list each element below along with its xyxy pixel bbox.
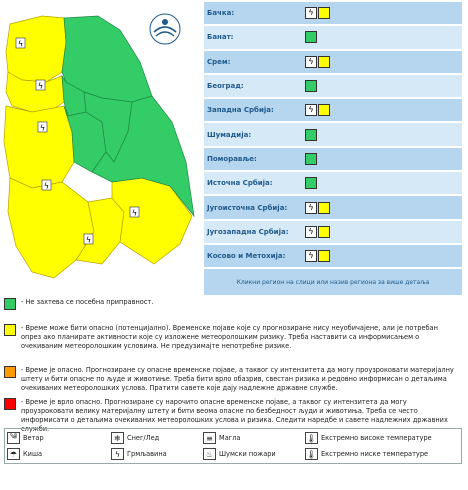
lightning-icon: ϟ (111, 448, 124, 460)
icon-legend-thunder (111, 448, 167, 460)
svg-text:ϟ: ϟ (39, 123, 46, 133)
warning-level-square (318, 202, 330, 214)
fog-icon: ≡ (203, 432, 216, 444)
region-status-cell (305, 153, 317, 165)
icon-legend-label: Магла (219, 434, 241, 442)
map-region-jugozapadna[interactable] (8, 178, 94, 278)
green-level-square (4, 298, 16, 310)
legend-red-text: - Време је врло опасно. Прогнозиране су нарочито опасне временске појаве, а таквог су интензитета да могу проузроковати велику материјалну штету и бити веома опасне по безбедност људи и животиња. Треба се често информисати о детаљима очекиваних метеоролошких услова и ризика. Следити наредбе и савете надлежних државних служби. (21, 398, 448, 433)
thermometer-high-icon: 🌡 (306, 433, 317, 443)
icon-legend-fog (203, 432, 240, 444)
warning-level-square (318, 226, 330, 238)
region-row[interactable] (204, 221, 462, 245)
svg-text:ϟ: ϟ (17, 39, 24, 49)
region-row[interactable] (204, 172, 462, 196)
icon-legend-label: Шумски пожари (219, 450, 276, 458)
map-region-backa[interactable] (6, 16, 66, 82)
region-name-link[interactable]: Косово и Метохија: (207, 252, 286, 261)
warning-level-square (318, 104, 330, 116)
icon-legend-label: Снег/Лед (127, 434, 160, 442)
rain-icon: ☂ (7, 448, 20, 460)
lightning-icon: ϟ (305, 104, 317, 116)
legend-yellow-text: - Време може бити опасно (потенцијално). Временске појаве које су прогнозиране нису неуобичајене, али је потребан опрез ако планирате активности које су изложене метеоролошким ризику. Треба наставити са информисањем о очекиваним метеоролошким условима. Не предузимајте непотребне ризике. (21, 324, 438, 350)
region-status-cell (305, 250, 330, 262)
region-status-cell (305, 80, 317, 92)
legend-green (4, 298, 456, 307)
lightning-icon: ϟ (305, 226, 317, 238)
lightning-icon: ϟ (305, 202, 317, 214)
table-note: Кликни регион на слици или назив региона за више детаља (204, 269, 462, 295)
svg-text:ϟ: ϟ (43, 181, 50, 191)
region-row[interactable] (204, 2, 462, 26)
region-status-cell (305, 7, 330, 19)
fire-icon: ♨ (203, 448, 216, 460)
region-name-link[interactable]: Београд: (207, 82, 244, 91)
region-name-link[interactable]: Шумадија: (207, 130, 252, 139)
icon-legend-label: Киша (23, 450, 43, 458)
region-row[interactable] (204, 99, 462, 123)
region-row[interactable] (204, 51, 462, 75)
red-level-square (4, 398, 16, 410)
warning-level-square (318, 56, 330, 68)
icon-legend-wind (7, 432, 44, 444)
legend-orange (4, 366, 456, 393)
region-status-cell (305, 104, 330, 116)
legend-orange-text: - Време је опасно. Прогнозиране су опасне временске појаве, а таквог су интензитета да могу проузроковати материјалну штету и бити опасне по људе и животиње. Треба бити врло обазрив, свестан ризика и редовно информисан о детаљима очекиваних метеоролошких услова. Пратити савете које дају надлежне државне службе. (21, 366, 454, 392)
region-name-link[interactable]: Банат: (207, 33, 234, 42)
orange-level-square (4, 366, 16, 378)
region-status-cell (305, 226, 330, 238)
region-name-link[interactable]: Бачка: (207, 9, 235, 18)
warning-level-square (305, 177, 317, 189)
region-name-link[interactable]: Источна Србија: (207, 179, 273, 188)
region-name-link[interactable]: Поморавље: (207, 154, 257, 163)
icon-legend-label: Ветар (23, 434, 44, 442)
svg-text:ϟ: ϟ (37, 81, 44, 91)
yellow-level-square (4, 324, 16, 336)
warning-level-square (305, 129, 317, 141)
region-status-cell (305, 177, 317, 189)
icon-legend-snow (111, 432, 159, 444)
icon-legend-label: Екстремно ниске температуре (321, 450, 429, 458)
svg-text:ϟ: ϟ (131, 208, 138, 218)
rhmz-logo (148, 12, 182, 46)
legend-yellow (4, 324, 456, 351)
region-name-link[interactable]: Западна Србија: (207, 106, 274, 115)
lightning-icon: ϟ (305, 56, 317, 68)
icon-legend-rain (7, 448, 42, 460)
weather-icon-legend (4, 428, 462, 464)
region-warning-table (204, 2, 462, 295)
lightning-icon: ϟ (305, 7, 317, 19)
wind-icon: ༄ (7, 432, 20, 444)
icon-legend-high-temp (305, 432, 432, 444)
region-row[interactable] (204, 26, 462, 50)
lightning-icon: ϟ (305, 250, 317, 262)
region-row[interactable] (204, 196, 462, 220)
region-status-cell (305, 202, 330, 214)
region-row[interactable] (204, 75, 462, 99)
warning-level-square (305, 153, 317, 165)
region-row[interactable] (204, 123, 462, 147)
snowflake-icon: ❄ (111, 432, 124, 444)
region-status-cell (305, 56, 330, 68)
legend-green-text: - Не захтева се посебна приправност. (21, 298, 154, 306)
region-row[interactable] (204, 148, 462, 172)
icon-legend-low-temp (305, 448, 428, 460)
warning-level-square (305, 31, 317, 43)
map-region-zapadna-srbija[interactable] (4, 106, 74, 188)
warning-level-square (318, 7, 330, 19)
thermometer-low-icon: 🌡 (306, 449, 317, 459)
icon-legend-label: Екстремно високе температуре (321, 434, 432, 442)
region-name-link[interactable]: Југозападна Србија: (207, 227, 289, 236)
warning-level-square (318, 250, 330, 262)
svg-text:ϟ: ϟ (85, 235, 92, 245)
region-row[interactable] (204, 245, 462, 269)
warning-level-square (305, 80, 317, 92)
icon-legend-label: Грмљавина (127, 450, 167, 458)
icon-legend-fire (203, 448, 276, 460)
region-status-cell (305, 31, 317, 43)
region-name-link[interactable]: Срем: (207, 57, 231, 66)
region-name-link[interactable]: Југоисточна Србија: (207, 203, 288, 212)
region-status-cell (305, 129, 317, 141)
